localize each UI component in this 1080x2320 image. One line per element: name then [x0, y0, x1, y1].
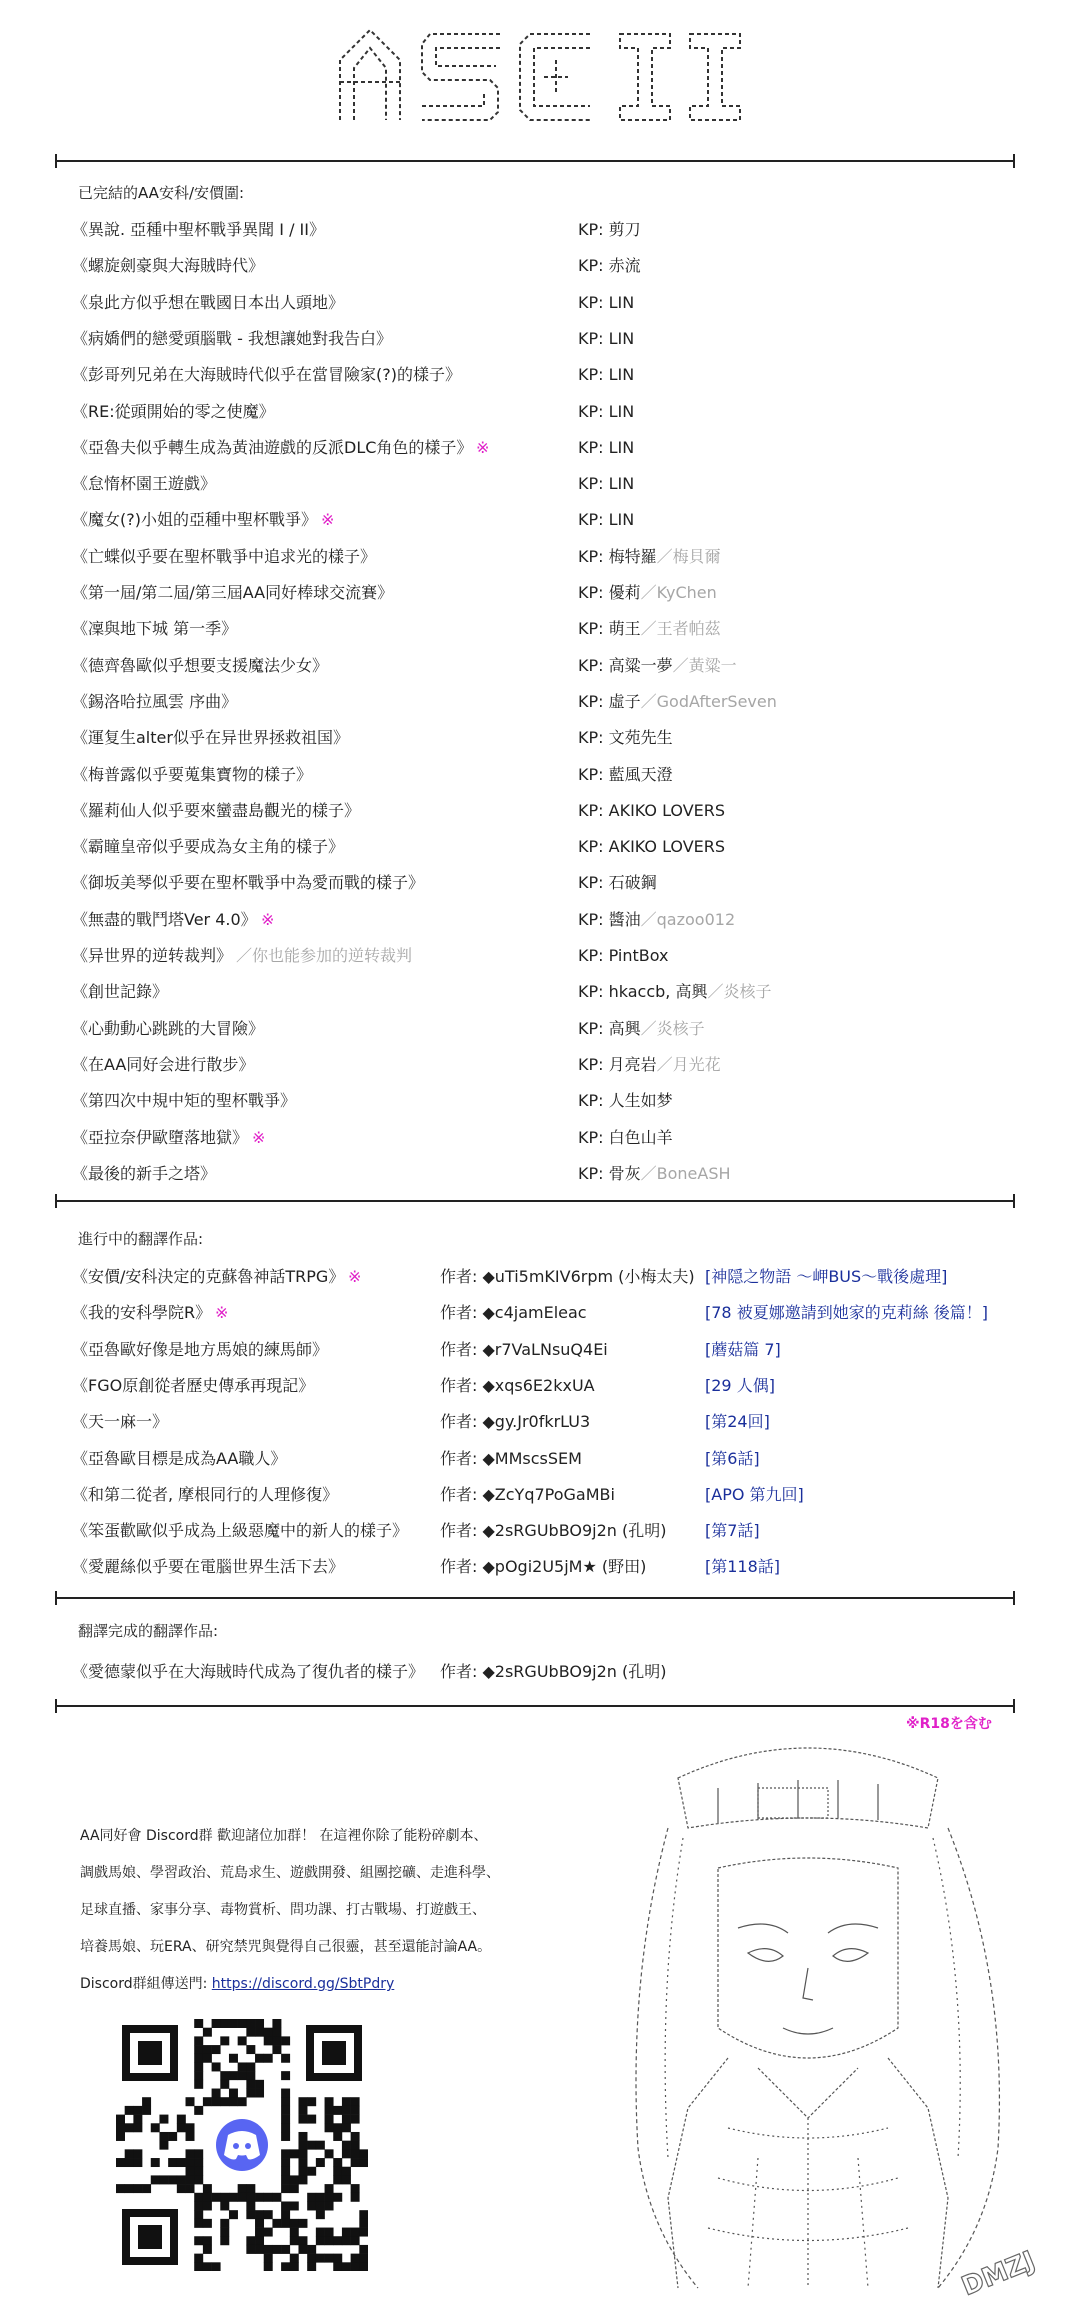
list-item [0, 1121, 1080, 1155]
kp-prefix: KP: [578, 510, 609, 530]
promo-line: 培養馬娘、玩ERA、研究禁咒與覺得自己很靈，甚至還能討論AA。 [80, 1939, 492, 1955]
kp-alt-name: ／梅貝爾 [656, 546, 721, 566]
kp-prefix: KP: [578, 1127, 609, 1147]
kp-name: LIN [608, 401, 635, 421]
kp-credit [578, 467, 634, 501]
author-name: ◆pOgi2U5jM★ (野田) [482, 1557, 647, 1577]
kp-credit [578, 249, 641, 283]
list-item [0, 249, 1080, 283]
kp-name: 高興 [608, 1018, 641, 1038]
kp-credit [578, 395, 634, 429]
divider-2 [55, 1597, 1015, 1599]
kp-credit [578, 576, 717, 610]
kp-name: 月亮岩 [608, 1054, 657, 1074]
list-item [0, 1405, 1080, 1439]
kp-name: hkaccb, 高興 [608, 982, 708, 1002]
kp-prefix: KP: [578, 220, 609, 239]
list-item [0, 1260, 1080, 1294]
list-item [0, 213, 1080, 247]
author-credit [440, 1655, 667, 1689]
work-title[interactable]: 《怠惰杯園王遊戲》 [72, 474, 217, 494]
kp-name: LIN [608, 437, 635, 457]
discord-qr-code-icon [116, 2019, 368, 2271]
work-title[interactable]: 《在AA同好会进行散步》 [72, 1054, 255, 1074]
kp-name: 梅特羅 [608, 546, 657, 566]
work-title[interactable]: 《心動動心跳跳的大冒險》 [72, 1018, 265, 1038]
list-item [0, 649, 1080, 683]
completed-heading: 已完結的AA安科/安價圍: [78, 184, 245, 202]
author-name: ◆2sRGUbBO9j2n (孔明) [482, 1521, 667, 1541]
kp-prefix: KP: [578, 764, 609, 784]
kp-credit [578, 358, 634, 392]
kp-name: AKIKO LOVERS [608, 837, 726, 857]
r18-mark: ※ [215, 1303, 229, 1323]
kp-credit [578, 1121, 673, 1155]
list-item [0, 1514, 1080, 1548]
kp-name: 赤流 [608, 256, 641, 276]
author-prefix: 作者: [440, 1412, 483, 1432]
work-title[interactable]: 《亞魯歐目標是成為AA職人》 [72, 1448, 287, 1468]
list-item [0, 1296, 1080, 1330]
kp-credit [578, 794, 725, 828]
work-title[interactable]: 《病嬌們的戀愛頭腦戰 - 我想讓她對我告白》 [72, 328, 392, 348]
discord-promo [80, 1818, 550, 2003]
kp-prefix: KP: [578, 655, 609, 675]
kp-credit [578, 431, 634, 465]
kp-name: LIN [608, 365, 635, 385]
work-title[interactable]: 《第四次中規中矩的聖杯戰爭》 [72, 1091, 297, 1111]
kp-alt-name: ／王者帕茲 [640, 619, 721, 639]
kp-prefix: KP: [578, 909, 609, 929]
kp-name: 骨灰 [608, 1163, 641, 1183]
author-name: ◆r7VaLNsuQ4Ei [482, 1339, 608, 1359]
author-credit [440, 1405, 590, 1439]
work-title[interactable]: 《和第二從者, 摩根同行的人理修復》 [72, 1484, 339, 1504]
kp-name: LIN [608, 292, 635, 312]
work-title[interactable]: 《安價/安科決定的克蘇魯神話TRPG》 [72, 1267, 345, 1286]
kp-prefix: KP: [578, 292, 609, 312]
promo-line: 足球直播、家事分享、毒物賞析、問功課、打古戰場、打遊戲王、 [80, 1902, 486, 1918]
discord-logo-icon [212, 2115, 272, 2175]
kp-name: 醬油 [608, 909, 641, 929]
kp-prefix: KP: [578, 1163, 609, 1183]
kp-prefix: KP: [578, 1018, 609, 1038]
kp-prefix: KP: [578, 837, 609, 857]
latest-chapter-link[interactable]: [第6話] [705, 1448, 760, 1468]
author-prefix: 作者: [440, 1521, 483, 1541]
kp-credit [578, 612, 721, 646]
author-prefix: 作者: [440, 1448, 483, 1468]
kp-credit [578, 758, 673, 792]
discord-link-line [80, 1966, 550, 2003]
list-item [0, 395, 1080, 429]
list-item [0, 322, 1080, 356]
work-title[interactable]: 《梅普露似乎要蒐集寶物的樣子》 [72, 764, 313, 784]
kp-name: 藍風天澄 [608, 764, 673, 784]
kp-name: 白色山羊 [608, 1127, 673, 1147]
kp-credit [578, 213, 641, 247]
author-prefix: 作者: [440, 1303, 483, 1323]
work-title[interactable]: 《我的安科學院R》 [72, 1303, 212, 1323]
author-name: ◆c4jamEleac [482, 1303, 587, 1323]
list-item [0, 1655, 1080, 1689]
r18-note: ※R18を含む [906, 1716, 992, 1732]
kp-prefix: KP: [578, 873, 609, 893]
work-title[interactable]: 《亞拉奈伊歐墮落地獄》 [72, 1127, 249, 1147]
kp-name: PintBox [608, 946, 669, 965]
kp-alt-name: ／月光花 [656, 1054, 721, 1074]
list-item [0, 1048, 1080, 1082]
kp-name: AKIKO LOVERS [608, 800, 726, 820]
r18-mark: ※ [476, 437, 490, 457]
work-title[interactable]: 《亞魯歐好像是地方馬娘的練馬師》 [72, 1339, 329, 1359]
list-item [0, 1442, 1080, 1476]
kp-alt-name: ／BoneASH [640, 1163, 731, 1183]
latest-chapter-link[interactable]: [29 人偶] [705, 1375, 775, 1395]
work-title[interactable]: 《異說. 亞種中聖杯戰爭異聞 I / II》 [72, 220, 325, 239]
list-item [0, 721, 1080, 755]
list-item [0, 1333, 1080, 1367]
promo-line: AA同好會 Discord群 歡迎諸位加群！ 在這裡你除了能粉碎劇本、 [80, 1828, 488, 1844]
kp-credit [578, 540, 721, 574]
kp-credit [578, 685, 777, 719]
kp-credit [578, 1157, 731, 1191]
ascii-logo [0, 20, 1080, 140]
author-prefix: 作者: [440, 1267, 483, 1286]
author-credit [440, 1478, 615, 1512]
kp-prefix: KP: [578, 1054, 609, 1074]
kp-prefix: KP: [578, 437, 609, 457]
kp-name: 人生如梦 [608, 1091, 673, 1111]
work-title[interactable]: 《彭哥列兄弟在大海賊時代似乎在當冒險家(?)的樣子》 [72, 365, 461, 385]
list-item [0, 286, 1080, 320]
list-item [0, 1157, 1080, 1191]
author-credit [440, 1514, 667, 1548]
list-item [0, 903, 1080, 937]
work-title[interactable]: 《最後的新手之塔》 [72, 1163, 217, 1183]
work-title[interactable]: 《羅莉仙人似乎要來蠻盡島觀光的樣子》 [72, 800, 361, 820]
kp-prefix: KP: [578, 800, 609, 820]
work-title[interactable]: 《凜與地下城 第一季》 [72, 619, 238, 639]
work-title[interactable]: 《泉此方似乎想在戰國日本出人頭地》 [72, 292, 345, 312]
list-item [0, 1084, 1080, 1118]
discord-link-label: Discord群組傳送門: [80, 1976, 212, 1992]
kp-credit [578, 1084, 673, 1118]
work-title[interactable]: 《FGO原創從者歷史傳承再現記》 [72, 1375, 315, 1395]
kp-name: 萌王 [608, 619, 641, 639]
kp-prefix: KP: [578, 365, 609, 385]
kp-credit [578, 322, 634, 356]
work-title[interactable]: 《愛麗絲似乎要在電腦世界生活下去》 [72, 1557, 345, 1577]
work-title[interactable]: 《霸瞳皇帝似乎要成為女主角的樣子》 [72, 837, 345, 857]
author-credit [440, 1442, 582, 1476]
discord-link[interactable]: https://discord.gg/SbtPdry [211, 1976, 395, 1992]
work-title[interactable]: 《螺旋劍豪與大海賊時代》 [72, 256, 265, 276]
kp-name: 文苑先生 [608, 728, 673, 748]
author-credit [440, 1296, 587, 1330]
list-item [0, 939, 1080, 973]
ascii-art-character-image [608, 1728, 1028, 2303]
list-item [0, 1478, 1080, 1512]
work-title[interactable]: 《御坂美琴似乎要在聖杯戰爭中為愛而戰的樣子》 [72, 873, 425, 893]
author-name: ◆2sRGUbBO9j2n (孔明) [482, 1662, 667, 1681]
kp-credit [578, 721, 673, 755]
work-title[interactable]: 《創世記錄》 [72, 982, 169, 1002]
work-title[interactable]: 《愛德蒙似乎在大海賊時代成為了復仇者的樣子》 [72, 1662, 425, 1681]
author-name: ◆gy.Jr0fkrLU3 [482, 1412, 591, 1432]
latest-chapter-link[interactable]: [第118話] [705, 1557, 781, 1577]
kp-alt-name: ／黃粱一 [672, 655, 737, 675]
latest-chapter-link[interactable]: [第24回] [705, 1412, 770, 1432]
kp-name: LIN [608, 510, 635, 530]
ascii-logo-art [330, 20, 750, 130]
work-title[interactable]: 《RE:從頭開始的零之使魔》 [72, 401, 275, 421]
kp-credit [578, 939, 669, 973]
author-prefix: 作者: [440, 1484, 483, 1504]
list-item [0, 467, 1080, 501]
kp-alt-name: ／KyChen [640, 583, 717, 602]
kp-prefix: KP: [578, 691, 609, 711]
list-item [0, 794, 1080, 828]
kp-name: LIN [608, 328, 635, 348]
kp-prefix: KP: [578, 256, 609, 276]
work-title[interactable]: 《亡蝶似乎要在聖杯戰爭中追求光的樣子》 [72, 546, 377, 566]
divider-1 [55, 1200, 1015, 1202]
latest-chapter-link[interactable]: [第7話] [705, 1521, 760, 1541]
list-item [0, 612, 1080, 646]
list-item [0, 1550, 1080, 1584]
kp-prefix: KP: [578, 401, 609, 421]
author-name: ◆ZcYq7PoGaMBi [482, 1484, 615, 1504]
list-item [0, 503, 1080, 537]
kp-prefix: KP: [578, 982, 609, 1002]
kp-credit [578, 503, 634, 537]
latest-chapter-link[interactable]: [神隠之物語 ～岬BUS～戰後處理] [705, 1267, 948, 1286]
divider-top [55, 160, 1015, 162]
list-item [0, 1012, 1080, 1046]
list-item [0, 830, 1080, 864]
list-item [0, 685, 1080, 719]
r18-mark: ※ [261, 909, 275, 929]
kp-alt-name: ／炎核子 [707, 982, 772, 1002]
list-item [0, 540, 1080, 574]
r18-mark: ※ [348, 1267, 362, 1286]
kp-name: LIN [608, 474, 635, 494]
list-item [0, 975, 1080, 1009]
kp-alt-name: ／GodAfterSeven [640, 691, 777, 711]
author-credit [440, 1260, 695, 1294]
kp-prefix: KP: [578, 328, 609, 348]
kp-name: 優莉 [608, 583, 641, 602]
watermark-text: DMZJ [957, 2245, 1040, 2303]
finished-heading: 翻譯完成的翻譯作品: [78, 1622, 219, 1640]
kp-credit [578, 866, 657, 900]
work-title[interactable]: 《第一屆/第二屆/第三屆AA同好棒球交流賽》 [72, 583, 394, 602]
kp-name: 剪刀 [608, 220, 641, 239]
author-name: ◆MMscsSEM [482, 1448, 582, 1468]
list-item [0, 431, 1080, 465]
kp-credit [578, 830, 725, 864]
kp-prefix: KP: [578, 546, 609, 566]
kp-prefix: KP: [578, 619, 609, 639]
kp-name: 虛子 [608, 691, 641, 711]
divider-3 [55, 1705, 1015, 1707]
kp-credit [578, 1012, 705, 1046]
work-title[interactable]: 《魔女(?)小姐的亞種中聖杯戰爭》 [72, 510, 317, 530]
r18-mark: ※ [321, 510, 335, 530]
kp-credit [578, 1048, 721, 1082]
promo-line: 調戲馬娘、學習政治、荒島求生、遊戲開發、組團挖礦、走進科學、 [80, 1865, 500, 1881]
author-prefix: 作者: [440, 1662, 483, 1681]
author-prefix: 作者: [440, 1375, 483, 1395]
author-name: ◆uTi5mKIV6rpm (小梅太夫) [482, 1267, 695, 1286]
kp-alt-name: ／qazoo012 [640, 909, 736, 929]
author-name: ◆xqs6E2kxUA [482, 1375, 595, 1395]
dmzj-watermark-logo [950, 2225, 1070, 2305]
kp-prefix: KP: [578, 583, 609, 602]
kp-credit [578, 649, 737, 683]
author-credit [440, 1550, 646, 1584]
list-item [0, 758, 1080, 792]
list-item [0, 576, 1080, 610]
work-title[interactable]: 《運复生alter似乎在异世界拯救祖国》 [72, 728, 349, 748]
work-title[interactable]: 《錫洛哈拉風雲 序曲》 [72, 691, 238, 711]
work-title[interactable]: 《天一麻一》 [72, 1412, 169, 1432]
work-title-alt: ／你也能参加的逆转裁判 [236, 946, 413, 965]
kp-credit [578, 903, 735, 937]
work-title[interactable]: 《德齊魯歐似乎想要支援魔法少女》 [72, 655, 329, 675]
author-prefix: 作者: [440, 1557, 483, 1577]
kp-prefix: KP: [578, 474, 609, 494]
author-credit [440, 1333, 608, 1367]
kp-credit [578, 286, 634, 320]
author-prefix: 作者: [440, 1339, 483, 1359]
list-item [0, 358, 1080, 392]
ongoing-heading: 進行中的翻譯作品: [78, 1230, 204, 1248]
kp-alt-name: ／炎核子 [640, 1018, 705, 1038]
kp-name: 石破鋼 [608, 873, 657, 893]
work-title[interactable]: 《异世界的逆转裁判》 [72, 946, 233, 965]
r18-mark: ※ [252, 1127, 266, 1147]
list-item [0, 1369, 1080, 1403]
kp-credit [578, 975, 772, 1009]
kp-prefix: KP: [578, 1091, 609, 1111]
latest-chapter-link[interactable]: [蘑菇篇 7] [705, 1339, 781, 1359]
list-item [0, 866, 1080, 900]
author-credit [440, 1369, 595, 1403]
latest-chapter-link[interactable]: [78 被夏娜邀請到她家的克莉絲 後篇！] [705, 1303, 989, 1323]
work-title[interactable]: 《笨蛋歡歐似乎成為上級惡魔中的新人的樣子》 [72, 1521, 409, 1541]
kp-name: 高粱一夢 [608, 655, 673, 675]
latest-chapter-link[interactable]: [APO 第九回] [705, 1484, 804, 1504]
work-title[interactable]: 《無盡的戰鬥塔Ver 4.0》 [72, 909, 257, 929]
work-title[interactable]: 《亞魯夫似乎轉生成為黃油遊戲的反派DLC角色的樣子》 [72, 437, 473, 457]
kp-prefix: KP: [578, 728, 609, 748]
kp-prefix: KP: [578, 946, 609, 965]
